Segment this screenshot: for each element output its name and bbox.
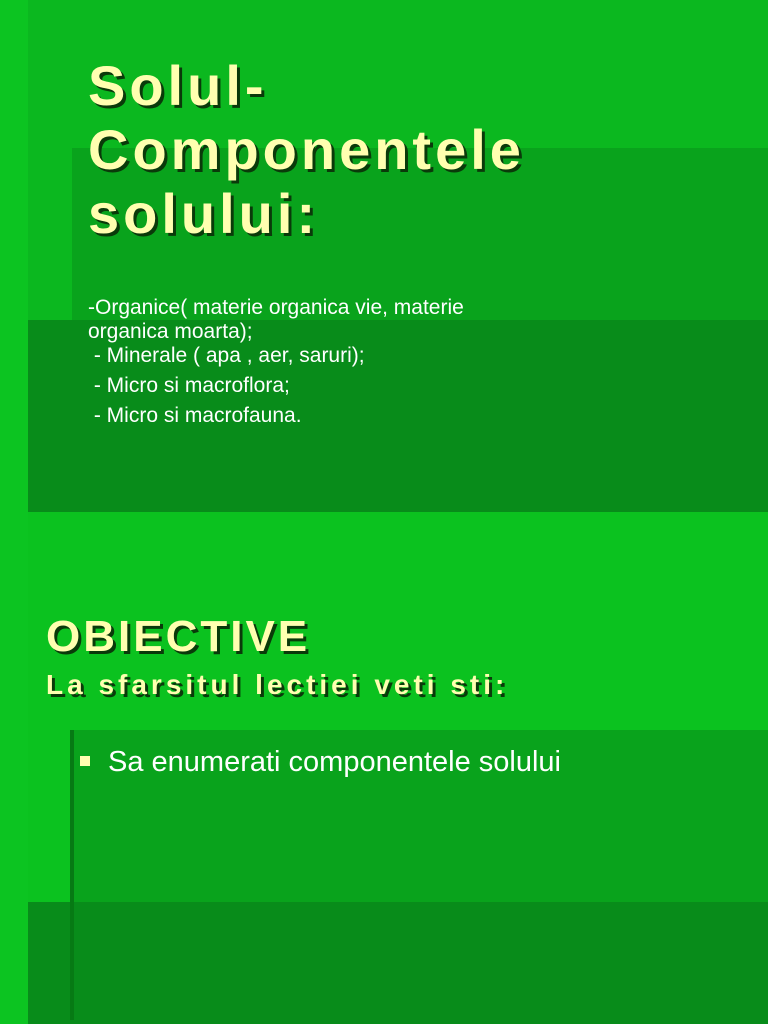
title-line: Componentele bbox=[88, 118, 525, 181]
divider-line bbox=[70, 730, 74, 1020]
slide-title bbox=[88, 54, 525, 246]
body-line: - Minerale ( apa , aer, saruri); bbox=[88, 344, 365, 367]
objectives-title: OBIECTIVE bbox=[46, 612, 311, 661]
background-band bbox=[0, 512, 28, 1024]
background-band bbox=[0, 0, 28, 512]
body-line: - Micro si macrofauna. bbox=[88, 404, 302, 427]
list-item-text: Sa enumerati componentele solului bbox=[108, 746, 561, 778]
slide-body bbox=[88, 296, 588, 428]
background-panel-lower bbox=[28, 902, 768, 1024]
objectives-subtitle: La sfarsitul lectiei veti sti: bbox=[46, 669, 509, 700]
title-line: Solul- bbox=[88, 54, 268, 117]
square-bullet-icon bbox=[80, 756, 90, 766]
slide-2 bbox=[0, 512, 768, 1024]
body-line: organica moarta); bbox=[88, 320, 253, 343]
list-item bbox=[80, 744, 561, 780]
body-line: - Micro si macroflora; bbox=[88, 374, 290, 397]
title-line: solului: bbox=[88, 182, 320, 245]
body-line: -Organice( materie organica vie, materie bbox=[88, 296, 464, 319]
bullet-list bbox=[80, 744, 561, 780]
